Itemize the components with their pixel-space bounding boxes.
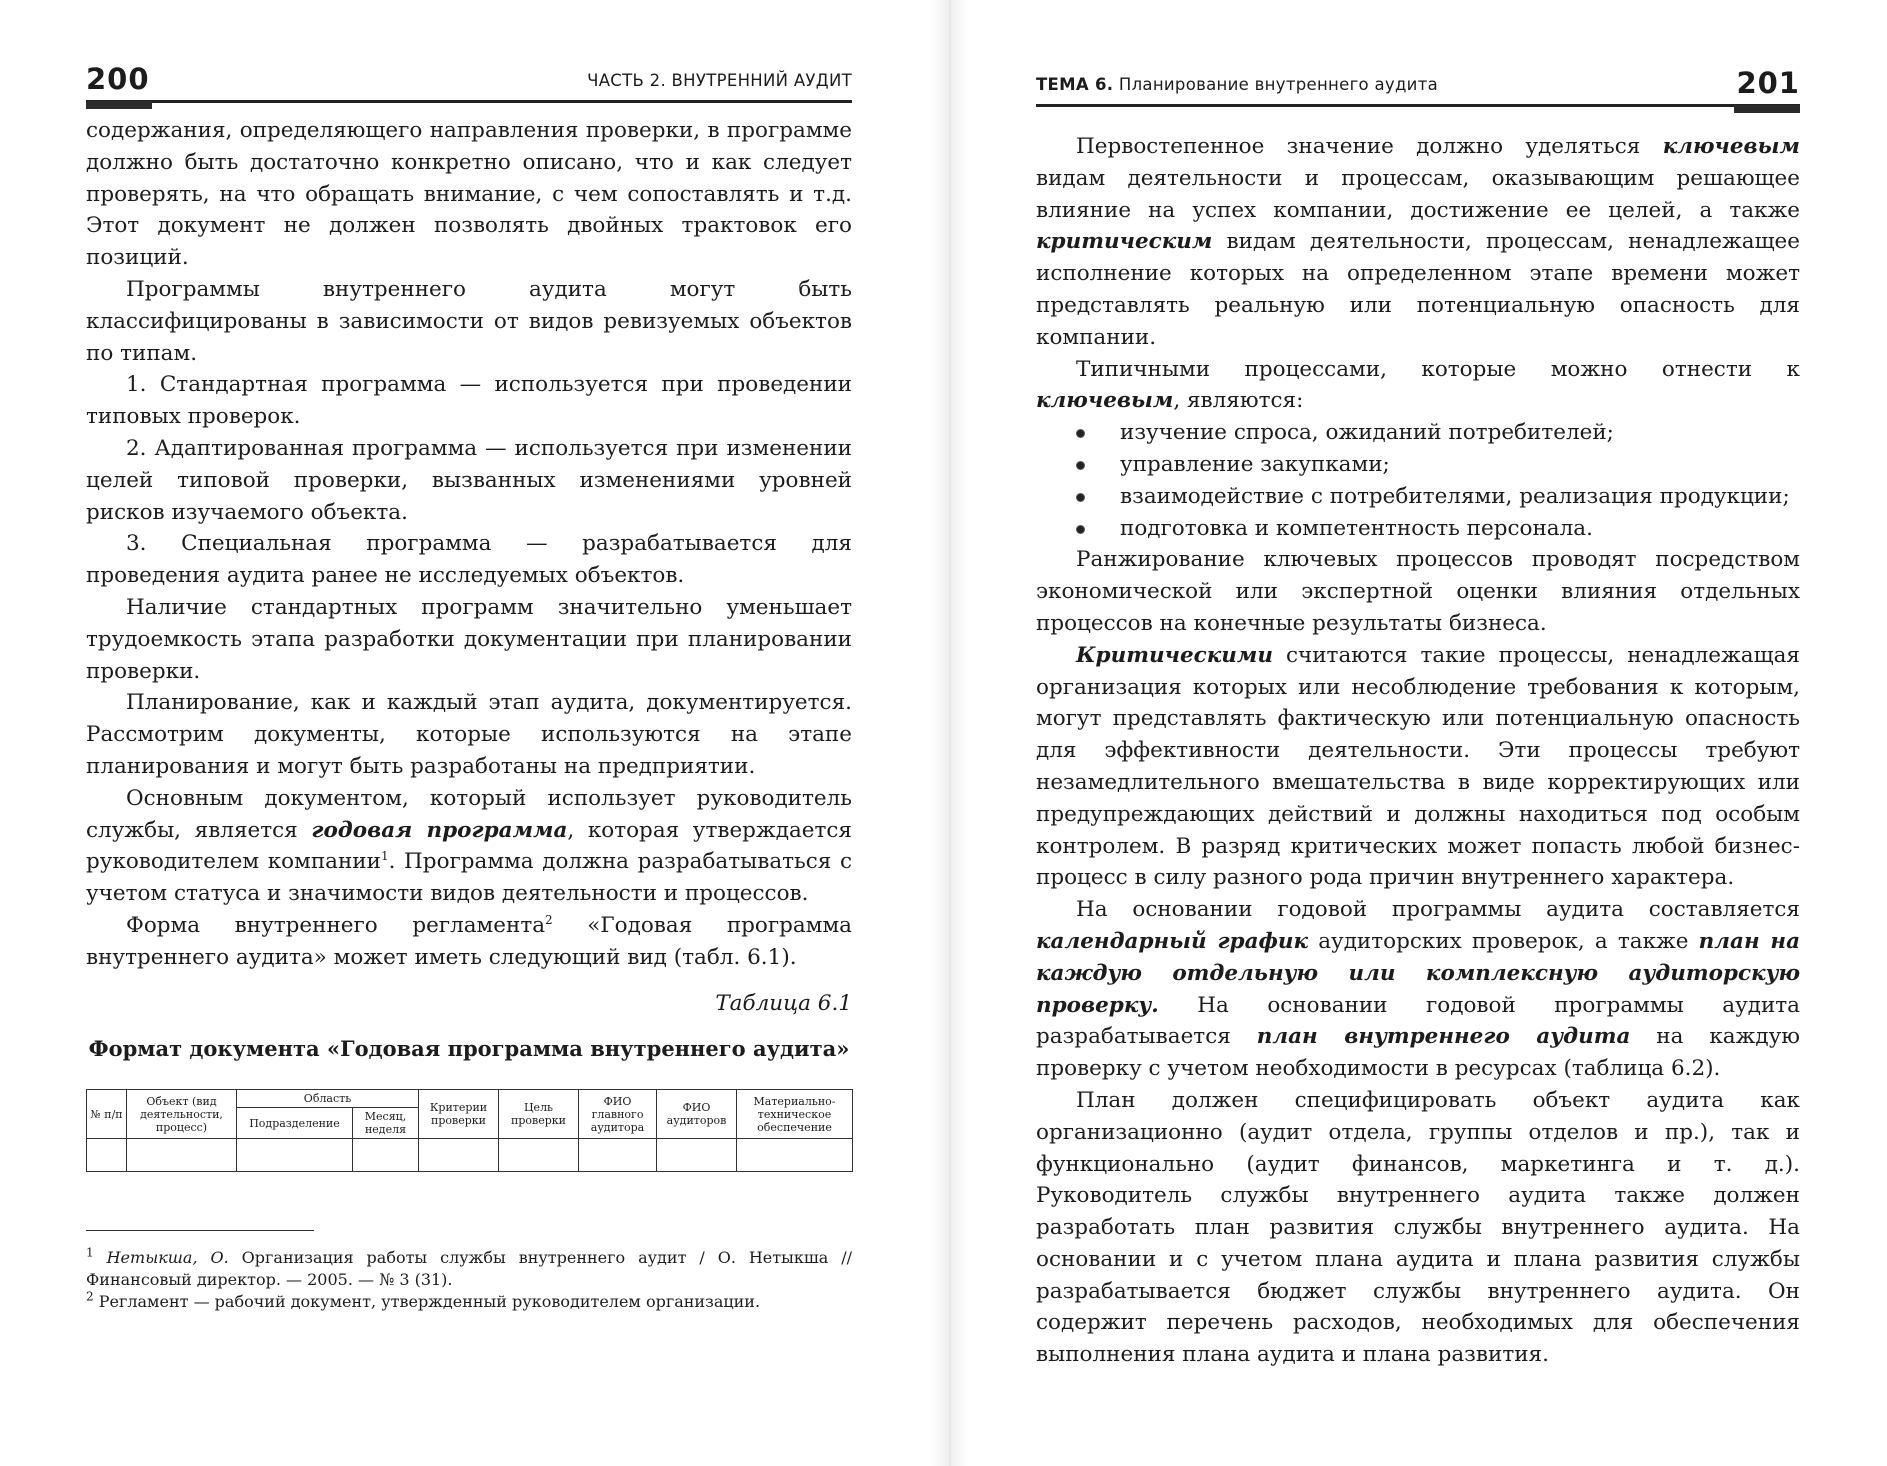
footnotes (86, 1247, 852, 1313)
text: Основным документом, который использует руководитель службы, является (86, 785, 852, 843)
paragraph: Ранжирование ключевых процессов проводят посредством экономической или экспертной оценки влияния отдельных процессов на конечные результаты бизнеса. (1036, 547, 1800, 636)
right-running-head (1036, 56, 1800, 107)
footnote-ref: 1 (380, 849, 389, 864)
table-title: Формат документа «Годовая программа внутреннего аудита» (88, 1036, 850, 1062)
text: «Годовая программа внутреннего аудита» может иметь следующий вид (табл. 6.1). (86, 912, 852, 970)
list-item-text: управление закупками; (1120, 451, 1390, 477)
text: Первостепенное значение должно уделяться (1076, 134, 1663, 159)
text: На основании годовой программы аудита составляется (1076, 897, 1800, 923)
footnote-ref: 2 (545, 912, 553, 927)
text: видам деятельности, процессам, ненадлежащее исполнение которых на определенном этапе времени может представлять реальную или потенциальную опасность для компании. (1036, 229, 1800, 350)
list-item (1076, 449, 1800, 481)
bullet-icon (1076, 429, 1085, 438)
footnote-rule (86, 1230, 314, 1231)
table-cell (87, 1139, 127, 1172)
table-header-auditors: ФИО аудиторов (657, 1090, 737, 1139)
list-item-text: подготовка и компетентность персонала. (1120, 515, 1593, 541)
book-gutter (930, 0, 970, 1466)
table-cell (237, 1139, 353, 1172)
right-page (1036, 0, 1800, 1466)
table-cell (419, 1139, 499, 1172)
table-header-lead-auditor: ФИО главного аудитора (579, 1090, 657, 1139)
list-item (1076, 481, 1800, 513)
footnote-number: 1 (86, 1245, 94, 1260)
key-process-list (1036, 417, 1800, 544)
emphasis: критическим (1036, 229, 1213, 255)
right-page-number: 201 (1736, 66, 1800, 100)
running-head-topic: ТЕМА 6. (1036, 75, 1114, 94)
paragraph: Планирование, как и каждый этап аудита, документируется. Рассмотрим документы, которые используются на этапе планирования и могут быть разработаны на предприятии. (86, 690, 852, 779)
table-header-object: Объект (вид деятельности, процесс) (127, 1090, 237, 1139)
paragraph (1036, 131, 1800, 354)
running-head-title: Планирование внутреннего аудита (1113, 75, 1439, 94)
text: Типичными процессами, которые можно отнести к (1076, 356, 1800, 382)
table-header-criteria: Критерии проверки (419, 1090, 499, 1139)
text: аудиторских проверок, а также (1308, 928, 1699, 954)
bullet-icon (1076, 493, 1085, 502)
table-header-month: Месяц, неделя (353, 1108, 419, 1139)
paragraph: Наличие стандартных программ значительно уменьшает трудоемкость этапа разработки документации при планировании проверки. (86, 594, 852, 684)
footnote-text: Регламент — рабочий документ, утвержденный руководителем организации. (98, 1292, 761, 1312)
paragraph (1036, 894, 1800, 1085)
text: видам деятельности и процессам, оказывающим решающее влияние на успех компании, достижение ее целей, а также (1036, 165, 1800, 223)
left-running-head-text: ЧАСТЬ 2. ВНУТРЕННИЙ АУДИТ (587, 71, 852, 90)
footnote-author: Нетыкша, О. (106, 1248, 229, 1268)
paragraph (86, 910, 852, 974)
table-cell (499, 1139, 579, 1172)
bullet-icon (1076, 525, 1085, 534)
right-page-body (1036, 131, 1800, 1371)
emphasis: план внутреннего аудита (1256, 1024, 1631, 1050)
emphasis: Критическими (1076, 642, 1273, 668)
left-page-body (86, 115, 852, 1313)
text: . Программа должна разрабатываться с учетом статуса и значимости видов деятельности и процессов. (86, 849, 852, 907)
bullet-icon (1076, 461, 1085, 470)
annual-program-table (86, 1089, 853, 1172)
paragraph: 1. Стандартная программа — используется при проведении типовых проверок. (86, 372, 852, 430)
right-running-head-text (1036, 75, 1438, 94)
table-header-goal: Цель проверки (499, 1090, 579, 1139)
emphasis: календарный график (1036, 928, 1309, 954)
footnote-text: Организация работы службы внутреннего аудит / О. Нетыкша // Финансовый директор. — 2005. — № 3 (31). (86, 1248, 853, 1290)
paragraph: содержания, определяющего направления проверки, в программе должно быть достаточно конкретно описано, что и как следует проверять, на что обращать внимание, с чем сопоставлять и т.д. Этот документ не должен позволять двойных трактовок его позиций. (86, 118, 852, 271)
footnote-number: 2 (86, 1289, 94, 1304)
table-caption: Таблица 6.1 (715, 990, 852, 1016)
footnote (86, 1247, 852, 1291)
list-item-text: изучение спроса, ожиданий потребителей; (1120, 420, 1614, 446)
page-number-bar (1734, 105, 1800, 113)
table-header-num: № п/п (87, 1090, 127, 1139)
table-cell (737, 1139, 853, 1172)
table-header-resources: Материально-техническое обеспечение (737, 1090, 853, 1139)
text: , являются: (1173, 388, 1304, 414)
table-row (87, 1139, 853, 1172)
text: считаются такие процессы, ненадлежащая организация которых или несоблюдение требования к которым, могут представлять фактическую или потенциальную опасность для эффективности деятельности. Эти процессы требуют незамедлительного вмешательства в виде корректирующих или предупреждающих действий и должны находиться под особым контролем. В разряд критических может попасть любой бизнес-процесс в силу разного рода причин внутреннего характера. (1036, 642, 1800, 891)
page-number-bar (86, 101, 152, 109)
list-item (1076, 417, 1800, 449)
left-running-head (86, 52, 852, 103)
table-cell (657, 1139, 737, 1172)
footnote (86, 1291, 852, 1313)
table-header-department: Подразделение (237, 1108, 353, 1139)
table-header-area: Область (237, 1090, 419, 1108)
paragraph: План должен специфицировать объект аудита как организационно (аудит отдела, группы отделов и пр.), так и функционально (аудит финансов, маркетинга и т. д.). Руководитель службы внутреннего аудита также должен разработать план развития службы внутреннего аудита. На основании и с учетом плана аудита и плана развития службы разрабатывается бюджет службы внутреннего аудита. Он содержит перечень расходов, необходимых для обеспечения выполнения плана аудита и плана развития. (1036, 1087, 1800, 1368)
paragraph: 3. Специальная программа — разрабатывается для проведения аудита ранее не исследуемых объектов. (86, 531, 852, 589)
text: , которая утверждается руководителем компании (86, 817, 853, 875)
paragraph (1036, 354, 1800, 418)
emphasis: годовая программа (311, 817, 568, 843)
table-cell (353, 1139, 419, 1172)
paragraph: Программы внутреннего аудита могут быть классифицированы в зависимости от видов ревизуемых объектов по типам. (86, 276, 852, 366)
list-item-text: взаимодействие с потребителями, реализация продукции; (1120, 483, 1790, 509)
paragraph (1036, 640, 1800, 894)
text: на каждую проверку с учетом необходимости в ресурсах (таблица 6.2). (1036, 1024, 1800, 1082)
left-page (86, 0, 852, 1466)
left-page-number: 200 (86, 62, 150, 96)
table-cell (127, 1139, 237, 1172)
table-cell (579, 1139, 657, 1172)
text: На основании годовой программы аудита разрабатывается (1036, 992, 1800, 1050)
paragraph (86, 783, 852, 910)
emphasis: ключевым (1662, 134, 1800, 159)
text: Форма внутреннего регламента (126, 912, 546, 938)
emphasis: план на каждую отдельную или комплексную аудиторскую проверку. (1036, 928, 1800, 1018)
list-item (1076, 513, 1800, 545)
emphasis: ключевым (1036, 388, 1174, 414)
paragraph: 2. Адаптированная программа — используется при изменении целей типовой проверки, вызванных изменениями уровней рисков изучаемого объекта. (86, 435, 852, 525)
